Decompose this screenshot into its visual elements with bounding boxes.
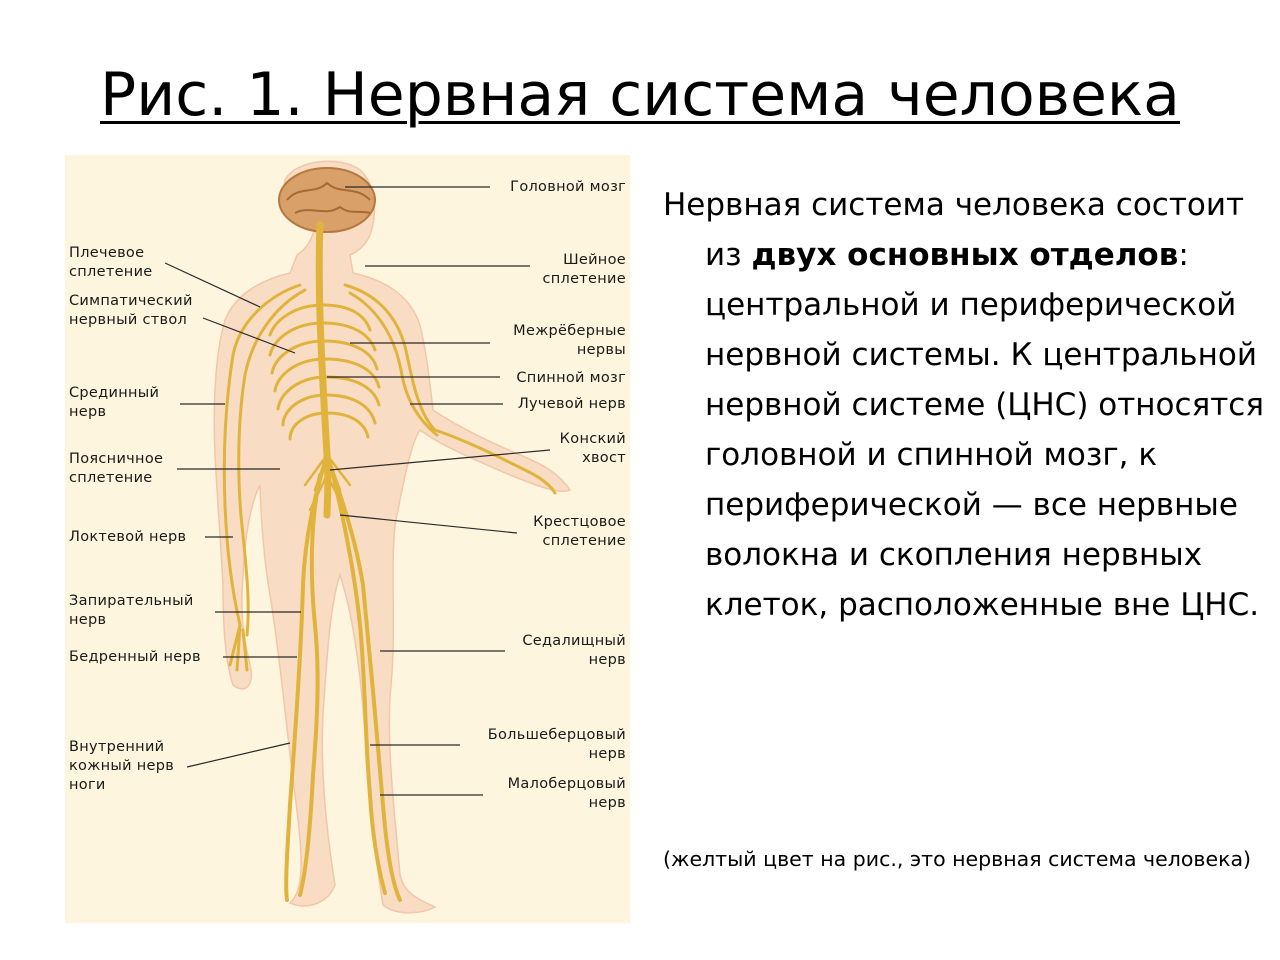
label-obturator-nerve: Запирательный нерв — [69, 593, 194, 628]
brain-shape — [279, 168, 375, 232]
label-spinal-cord: Спинной мозг — [516, 370, 626, 386]
slide-title: Рис. 1. Нервная система человека — [100, 60, 1180, 130]
label-peroneal-nerve: Малоберцовый нерв — [507, 776, 626, 811]
label-radial-nerve: Лучевой нерв — [517, 396, 626, 412]
label-femoral-nerve: Бедренный нерв — [69, 649, 201, 665]
label-ulnar-nerve: Локтевой нерв — [69, 529, 187, 545]
label-cauda-equina: Конский хвост — [559, 431, 626, 466]
label-sciatic-nerve: Седалищный нерв — [522, 633, 626, 668]
nervous-system-figure — [65, 155, 630, 923]
label-lumbar-plexus: Поясничное сплетение — [69, 451, 164, 486]
label-sympathetic-trunk: Симпатический нервный ствол — [69, 293, 193, 328]
label-intercostal-nerves: Межрёберные нервы — [513, 323, 626, 358]
label-tibial-nerve: Большеберцовый нерв — [487, 727, 626, 762]
label-sacral-plexus: Крестцовое сплетение — [533, 514, 626, 549]
label-saphenous-nerve: Внутренний кожный нерв ноги — [69, 739, 175, 793]
color-note: (желтый цвет на рис., это нервная система человека) — [663, 847, 1252, 871]
label-brachial-plexus: Плечевое сплетение — [69, 245, 153, 280]
label-cervical-plexus: Шейное сплетение — [542, 252, 626, 287]
main-paragraph: Нервная система человека состоит из двух основных отделов: центральной и периферической нервной системы. К центральной нервной системе (ЦНС) относятся головной и спинной мозг, к периферической — все нервные волокна и скопления нервных клеток, расположенные вне ЦНС. — [663, 187, 1264, 623]
label-brain: Головной мозг — [510, 179, 626, 195]
emphasis-two-main-parts: двух основных отделов — [751, 237, 1179, 273]
label-median-nerve: Срединный нерв — [69, 385, 160, 420]
